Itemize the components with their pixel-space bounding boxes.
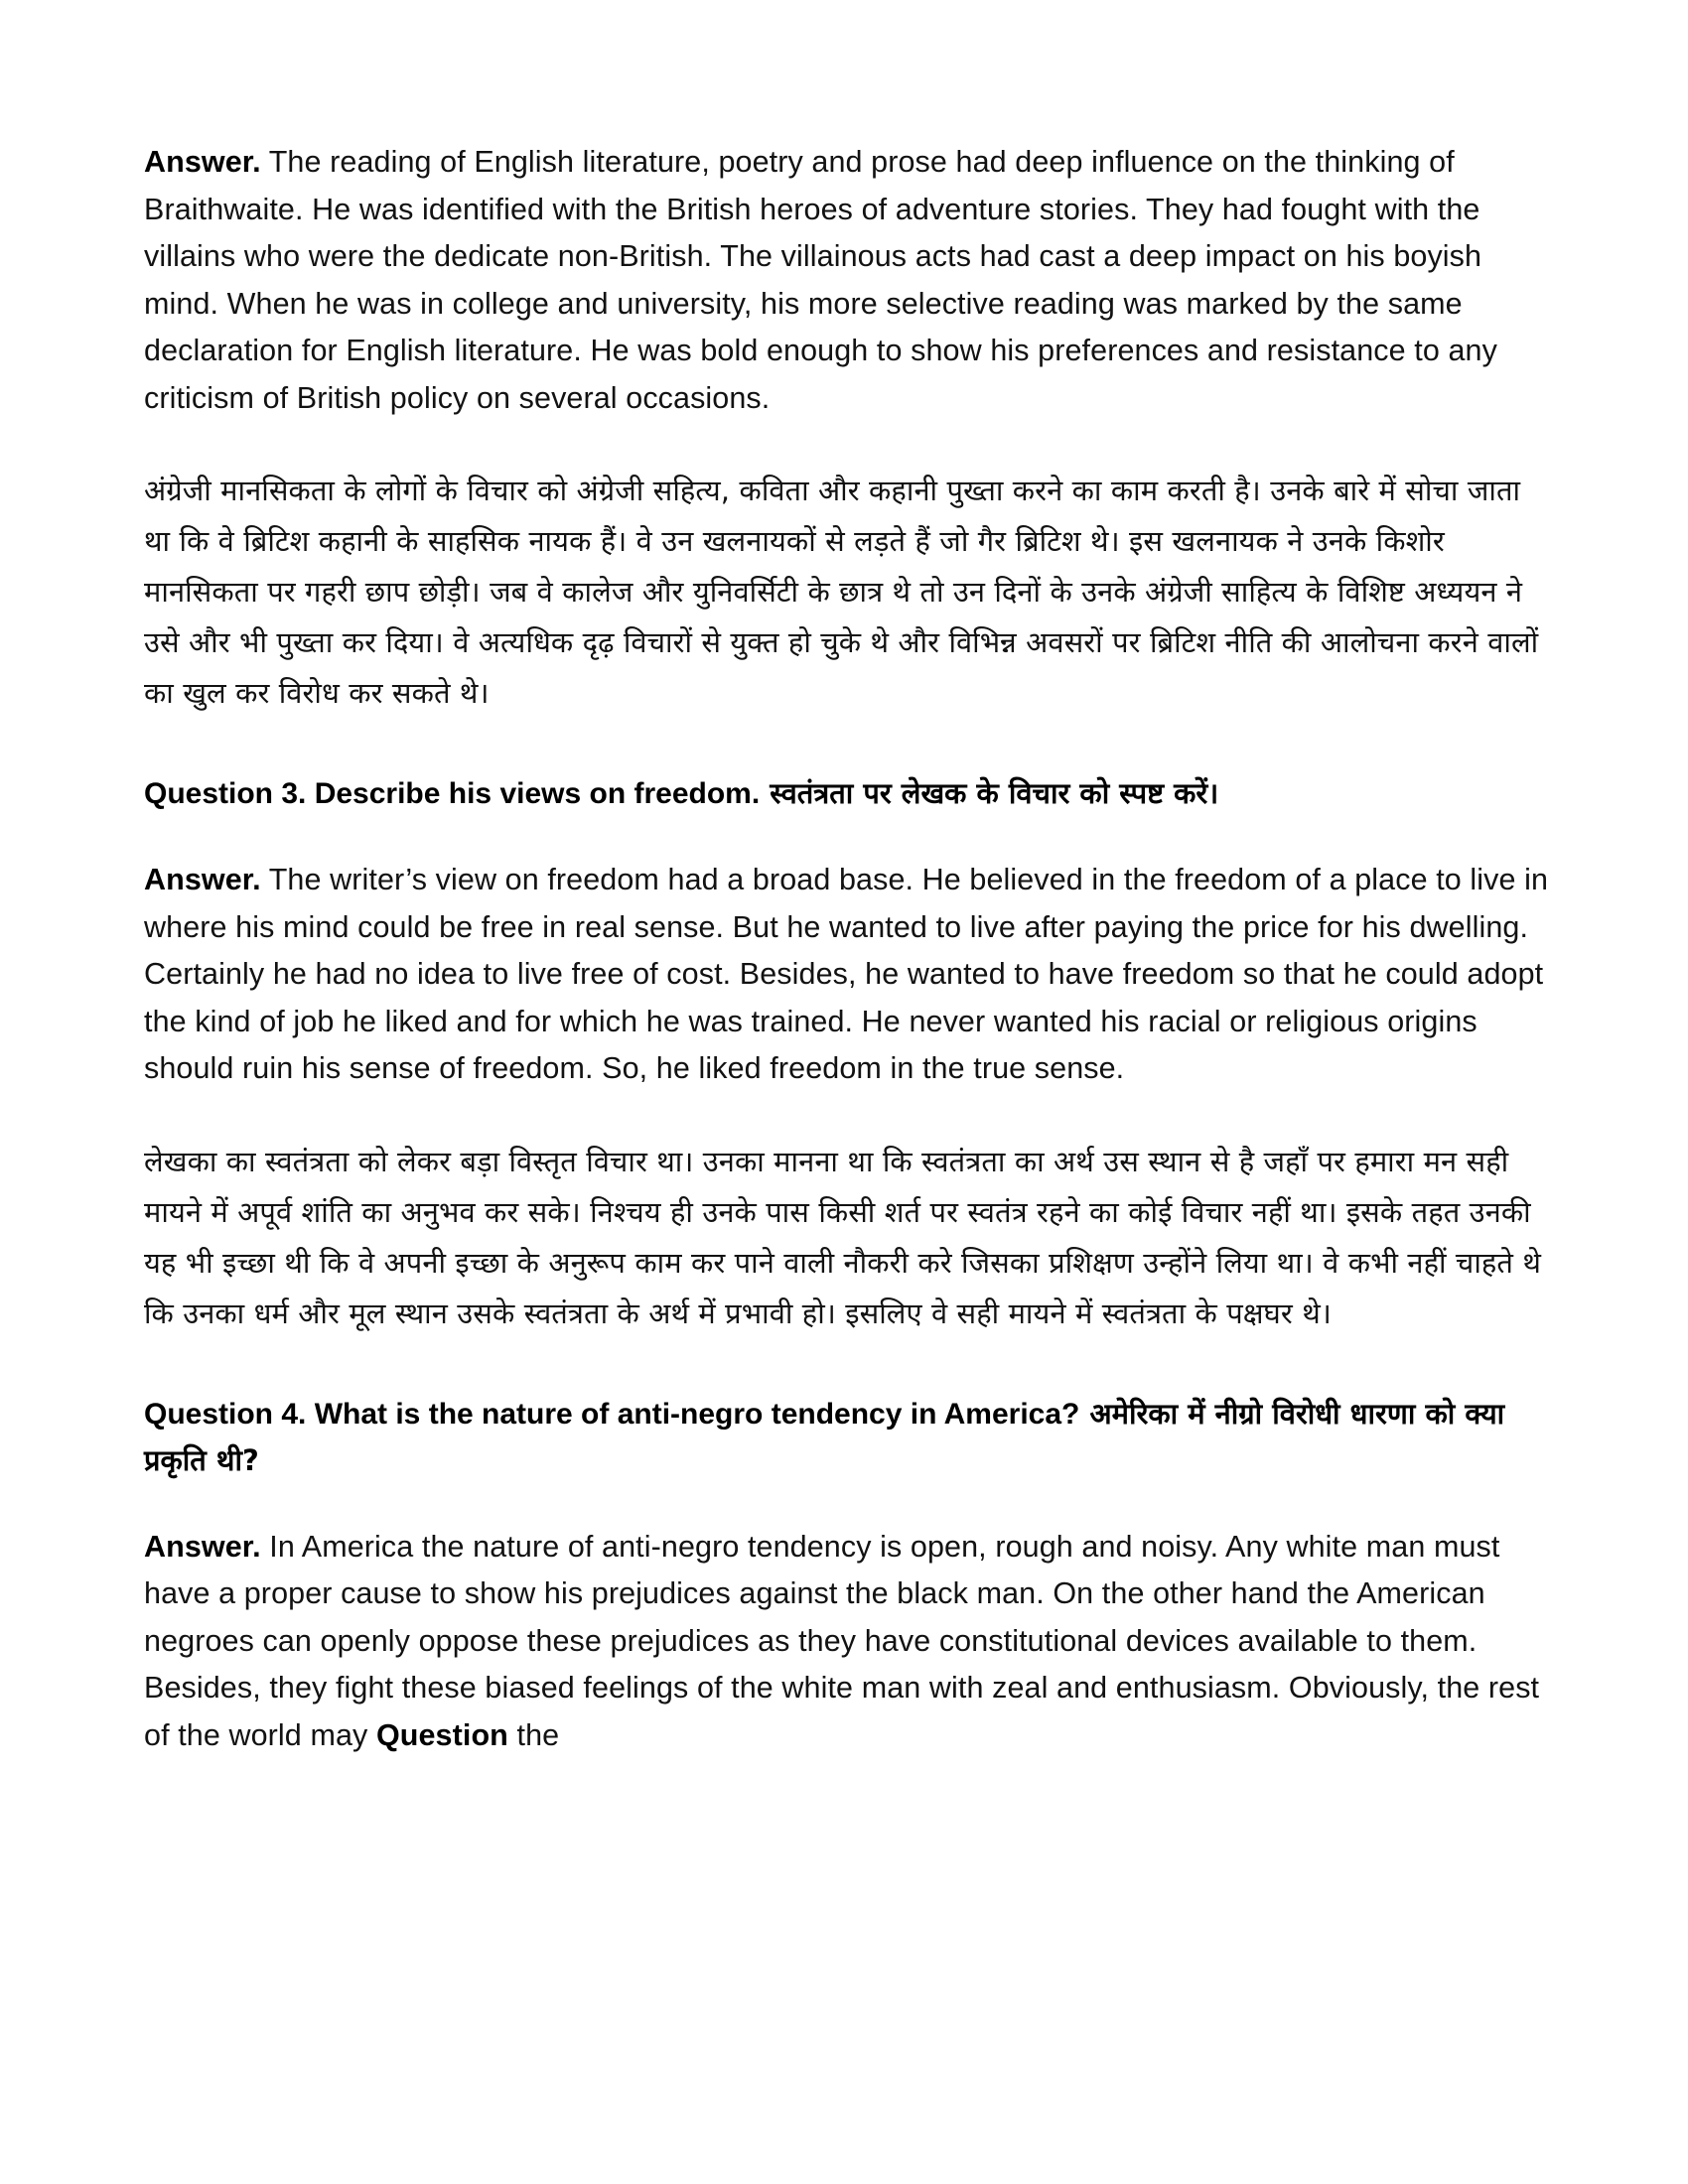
page-content — [144, 139, 1549, 1759]
question-3-hindi: स्वतंत्रता पर लेखक के विचार को स्पष्ट करें। — [760, 776, 1219, 810]
answer-paragraph-q2-english — [144, 139, 1549, 422]
question-3-heading — [144, 770, 1549, 817]
answer-paragraph-q3-hindi: लेखका का स्वतंत्रता को लेकर बड़ा विस्तृत विचार था। उनका मानना था कि स्वतंत्रता का अर्थ उस स्थान से है जहाँ पर हमारा मन सही मायने में अपूर्व शांति का अनुभव कर सके। निश्चय ही उनके पास किसी शर्त पर स्वतंत्र रहने का कोई विचार नहीं था। इसके तहत उनकी यह भी इच्छा थी कि वे अपनी इच्छा के अनुरूप काम कर पाने वाली नौकरी करे जिसका प्रशिक्षण उन्होंने लिया था। वे कभी नहीं चाहते थे कि उनका धर्म और मूल स्थान उसके स्वतंत्रता के अर्थ में प्रभावी हो। इसलिए वे सही मायने में स्वतंत्रता के पक्षघर थे। — [144, 1144, 1542, 1330]
question-4-heading — [144, 1391, 1549, 1484]
answer-text: The writer’s view on freedom had a broad base. He believed in the freedom of a place to live in where his mind could be free in real sense. But he wanted to live after paying the price for his dwelling. Certainly he had no idea to live free of cost. Besides, he wanted to have freedom so that he could adopt the kind of job he liked and for which he was trained. He never wanted his racial or religious origins should ruin his sense of freedom. So, he liked freedom in the true sense. — [144, 863, 1549, 1085]
question-4-english: Question 4. What is the nature of anti-negro tendency in America? — [144, 1397, 1080, 1431]
answer-paragraph-q3-english — [144, 857, 1549, 1093]
answer-paragraph-q2-hindi: अंग्रेजी मानसिकता के लोगों के विचार को अंग्रेजी सहित्य, कविता और कहानी पुख्ता करने का काम करती है। उनके बारे में सोचा जाता था कि वे ब्रिटिश कहानी के साहसिक नायक हैं। वे उन खलनायकों से लड़ते हैं जो गैर ब्रिटिश थे। इस खलनायक ने उनके किशोर मानसिकता पर गहरी छाप छोड़ी। जब वे कालेज और युनिवर्सिटी के छात्र थे तो उन दिनों के उनके अंग्रेजी साहित्य के विशिष्ट अध्ययन ने उसे और भी पुख्ता कर दिया। वे अत्यधिक दृढ़ विचारों से युक्त हो चुके थे और विभिन्न अवसरों पर ब्रिटिश नीति की आलोचना करने वालों का खुल कर विरोध कर सकते थे। — [144, 474, 1539, 710]
answer-label: Answer. — [144, 863, 261, 896]
answer-inline-bold-word: Question — [375, 1717, 508, 1752]
question-3-english: Question 3. Describe his views on freedom. — [144, 777, 761, 810]
answer-label: Answer. — [144, 1529, 261, 1564]
answer-text-part-1: In America the nature of anti-negro tendency is open, rough and noisy. Any white man must have a proper cause to show his prejudices against the black man. On the other hand the American negroes can openly oppose these prejudices as they have constitutional devices available to them. Besides, they fight these biased feelings of the white man with zeal and enthusiasm. Obviously, the rest of the world may — [144, 1529, 1540, 1752]
answer-text: The reading of English literature, poetry and prose had deep influence on the thinking of Braithwaite. He was identified with the British heroes of adventure stories. They had fought with the villains who were the dedicate non-British. The villainous acts had cast a deep impact on his boyish mind. When he was in college and university, his more selective reading was marked by the same declaration for English literature. He was bold enough to show his preferences and resistance to any criticism of British policy on several occasions. — [144, 145, 1497, 415]
answer-text-part-2: the — [507, 1717, 560, 1752]
answer-paragraph-q4-english — [144, 1524, 1549, 1760]
question-4-hindi: अमेरिका में नीग्रो विरोधी धारणा को क्या प्रकृति थी? — [144, 1396, 1505, 1477]
answer-label: Answer. — [144, 145, 261, 179]
